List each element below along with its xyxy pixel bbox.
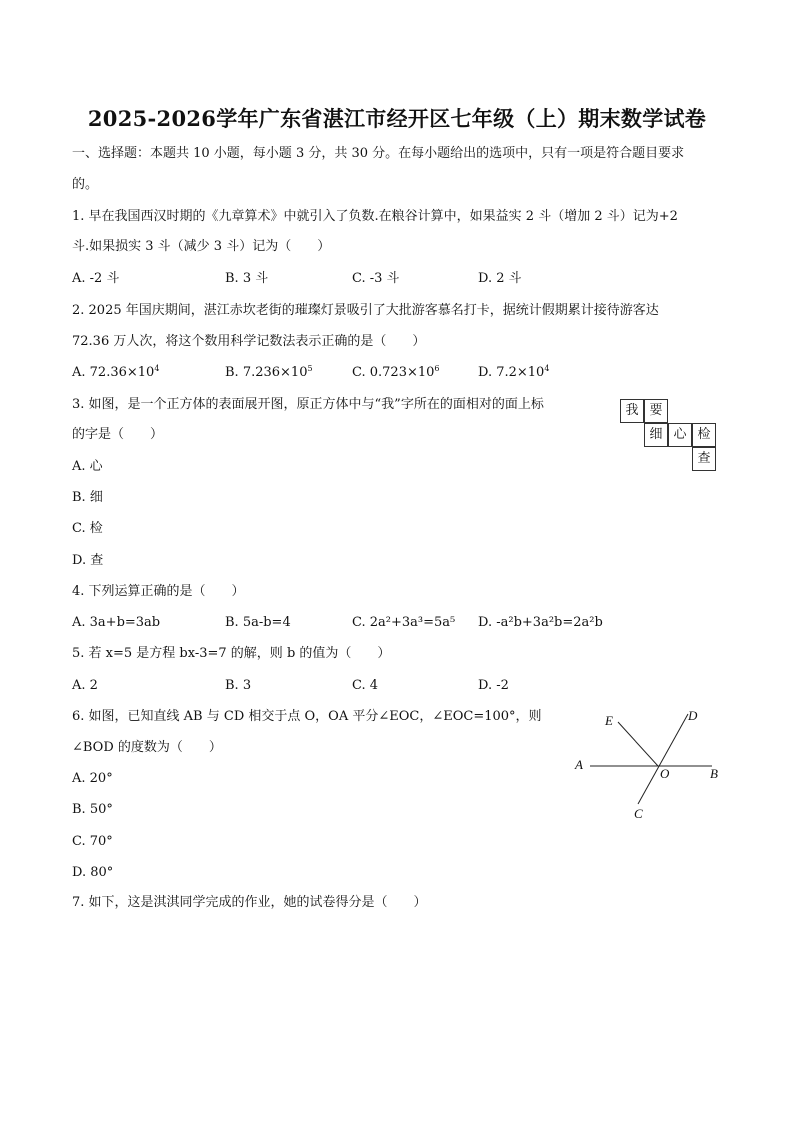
net-cell: 我 bbox=[620, 399, 644, 423]
q6-stem-line2: ∠BOD 的度数为（ ） bbox=[72, 740, 222, 755]
q6-stem-line1: 6. 如图，已知直线 AB 与 CD 相交于点 O，OA 平分∠EOC，∠EOC=100°，则 bbox=[72, 709, 542, 724]
q4-option-b[interactable]: B. 5a-b=4 bbox=[225, 615, 291, 630]
q3-option-b[interactable]: B. 细 bbox=[72, 490, 103, 505]
q2-option-d[interactable]: D. $7.2\times 10^4$ bbox=[478, 364, 550, 380]
q3-stem-line2: 的字是（ ） bbox=[72, 427, 164, 442]
q6-option-a[interactable]: A. 20° bbox=[72, 771, 113, 786]
net-cell: 要 bbox=[644, 399, 668, 423]
q6-option-d[interactable]: D. 80° bbox=[72, 865, 114, 880]
q5-option-c[interactable]: C. 4 bbox=[352, 678, 379, 693]
q2-option-b[interactable]: B. $7.236\times 10^5$ bbox=[225, 364, 313, 380]
ray-oe bbox=[618, 722, 658, 766]
q7-stem: 7. 如下，这是淇淇同学完成的作业，她的试卷得分是（ ） bbox=[72, 895, 427, 910]
q3-option-a[interactable]: A. 心 bbox=[72, 459, 103, 474]
q3-option-c[interactable]: C. 检 bbox=[72, 521, 103, 536]
q2-option-a[interactable]: A. $72.36\times 10^4$ bbox=[72, 364, 160, 380]
section-heading-line2: 的。 bbox=[72, 177, 99, 192]
q2-stem-line1: 2. 2025 年国庆期间，湛江赤坎老街的璀璨灯景吸引了大批游客慕名打卡，据统计假期累计接待游客达 bbox=[72, 303, 659, 318]
net-cell: 检 bbox=[692, 423, 716, 447]
q5-option-b[interactable]: B. 3 bbox=[225, 678, 252, 693]
label-e: E bbox=[605, 713, 613, 728]
q4-option-c[interactable]: C. 2a²+3a³=5a⁵ bbox=[352, 615, 456, 630]
q3-option-d[interactable]: D. 查 bbox=[72, 553, 104, 568]
q2-option-c[interactable]: C. $0.723\times 10^6$ bbox=[352, 364, 440, 380]
q4-stem: 4. 下列运算正确的是（ ） bbox=[72, 584, 245, 599]
label-o: O bbox=[660, 766, 670, 781]
q6-option-c[interactable]: C. 70° bbox=[72, 834, 113, 849]
q1-option-a[interactable]: A. -2 斗 bbox=[72, 271, 120, 286]
page-title: 2025-2026学年广东省湛江市经开区七年级（上）期末数学试卷 bbox=[87, 106, 707, 131]
q6-option-b[interactable]: B. 50° bbox=[72, 802, 113, 817]
q1-option-d[interactable]: D. 2 斗 bbox=[478, 271, 522, 286]
net-cell: 细 bbox=[644, 423, 668, 447]
q1-option-b[interactable]: B. 3 斗 bbox=[225, 271, 269, 286]
q5-stem: 5. 若 x=5 是方程 bx-3=7 的解，则 b 的值为（ ） bbox=[72, 646, 391, 661]
label-b: B bbox=[710, 766, 718, 781]
label-d: D bbox=[688, 708, 698, 723]
q1-option-c[interactable]: C. -3 斗 bbox=[352, 271, 400, 286]
label-a: A bbox=[575, 757, 583, 772]
q4-option-d[interactable]: D. -a²b+3a²b=2a²b bbox=[478, 615, 603, 630]
q1-stem-line1: 1. 早在我国西汉时期的《九章算术》中就引入了负数.在粮谷计算中，如果益实 2 斗（增加 2 斗）记为+2 bbox=[72, 209, 678, 224]
q2-stem-line2: 72.36 万人次，将这个数用科学记数法表示正确的是（ ） bbox=[72, 334, 426, 349]
q1-stem-line2: 斗.如果损实 3 斗（减少 3 斗）记为（ ） bbox=[72, 239, 331, 254]
section-heading-line1: 一、选择题：本题共 10 小题，每小题 3 分，共 30 分。在每小题给出的选项中，只有一项是符合题目要求 bbox=[72, 146, 685, 161]
net-cell: 心 bbox=[668, 423, 692, 447]
q3-stem-line1: 3. 如图，是一个正方体的表面展开图，原正方体中与“我”字所在的面相对的面上标 bbox=[72, 397, 544, 412]
line-cd bbox=[638, 714, 688, 804]
q4-option-a[interactable]: A. 3a+b=3ab bbox=[72, 615, 161, 630]
q5-option-a[interactable]: A. 2 bbox=[72, 678, 98, 693]
label-c: C bbox=[634, 806, 643, 821]
q5-option-d[interactable]: D. -2 bbox=[478, 678, 509, 693]
intersecting-lines-figure bbox=[560, 700, 740, 830]
net-cell: 查 bbox=[692, 447, 716, 471]
